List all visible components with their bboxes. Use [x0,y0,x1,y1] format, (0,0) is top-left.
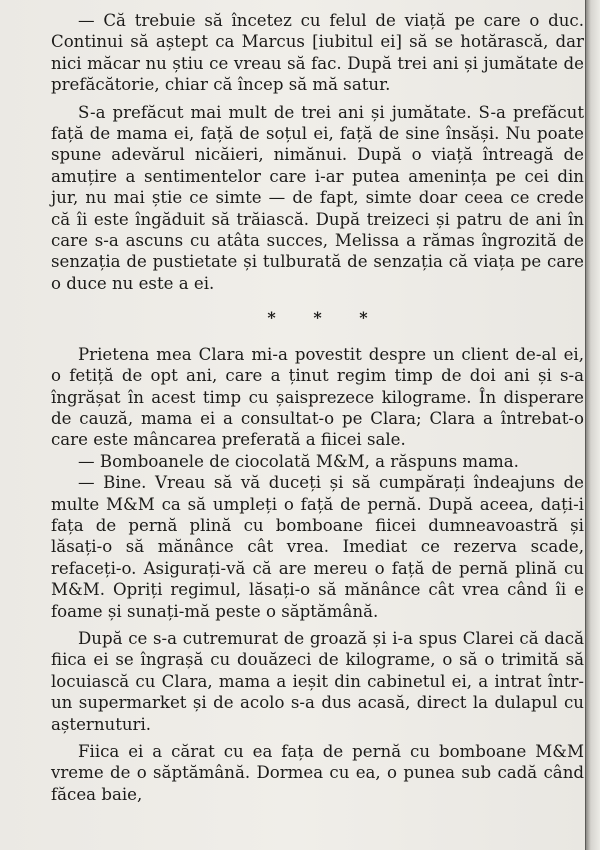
adjacent-page-edge [585,0,600,850]
paragraph: S-a prefăcut mai mult de trei ani și jumătate. S-a prefăcut față de mama ei, față de soțul ei, față de sine însăși. Nu poate spune adevărul nicăieri, nimănui. După o viață întreagă de amuțire a sentimentelor care i-ar putea amenința pe cei din jur, nu mai știe ce simte — de fapt, simte doar ceea ce crede că îi este îngăduit să trăiască. După treizeci și patru de ani în care s-a ascuns cu atâta succes, Melissa a rămas îngrozită de senzația de pustietate și tulburată de senzația că viața pe care o duce nu este a ei. [51,102,584,293]
paragraph: — Că trebuie să încetez cu felul de viață pe care o duc. Continui să aștept ca Marcus [iubitul ei] să se hotărască, dar nici măcar nu știu ce vreau să fac. După trei ani și jumătate de prefăcătorie, chiar că încep să mă satur. [51,11,584,95]
page-text [51,10,584,805]
paragraph: Prietena mea Clara mi-a povestit despre un client de-al ei, o fetiță de opt ani, care a ținut regim timp de doi ani și s-a îngrășat în acest timp cu șaisprezece kilograme. În disperare de cauză, mama ei a consultat-o pe Clara; Clara a întrebat-o care este mâncarea preferată a fiicei sale. [51,344,584,450]
paragraph: Fiica ei a cărat cu ea fața de pernă cu bomboane M&M vreme de o săptămână. Dormea cu ea, o punea sub cadă când făcea baie, [51,742,584,804]
section-separator: * * * [267,308,384,328]
paragraph: — Bine. Vreau să vă duceți și să cumpărați îndeajuns de multe M&M ca să umpleți o față de pernă. După aceea, dați-i fața de pernă plină cu bomboane fiicei dumneavoastră și lăsați-o să mănânce cât vrea. Imediat ce rezerva scade, refaceți-o. Asigurați-vă că are mereu o față de pernă plină cu M&M. Opriți regimul, lăsați-o să mănânce cât vrea când îi e foame și sunați-mă peste o săptămână. [51,473,584,621]
paragraph: După ce s-a cutremurat de groază și i-a spus Clarei că dacă fiica ei se îngrașă cu douăzeci de kilograme, o să o trimită să locuiască cu Clara, mama a ieșit din cabinetul ei, a intrat într-un supermarket și de acolo s-a dus acasă, direct la dulapul cu așternuturi. [51,628,584,734]
paragraph: — Bomboanele de ciocolată M&M, a răspuns mama. [78,451,519,471]
